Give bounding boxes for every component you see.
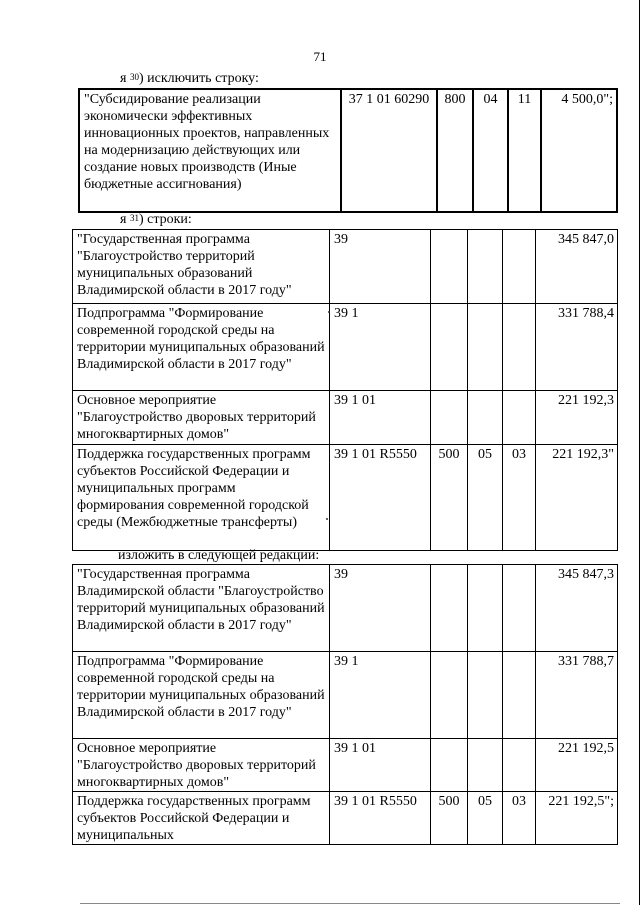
row-sum: 4 500,0"; (541, 89, 617, 212)
table-row (73, 391, 618, 445)
table-row (73, 230, 618, 304)
row-rz (468, 230, 503, 304)
excluded-row-table (78, 88, 618, 213)
row-rz (468, 565, 503, 652)
row-name: Подпрограмма "Формирование современной городской среды на территории муниципальных образований Владимирской области в 2017 году" (73, 652, 330, 739)
row-sum: 345 847,0 (536, 230, 618, 304)
row-csr: 39 1 (330, 304, 431, 391)
row-vr (431, 304, 468, 391)
row-sum: 221 192,3 (536, 391, 618, 445)
row-sum: 221 192,3" (536, 445, 618, 551)
table-row (73, 304, 618, 391)
row-pr: 03 (503, 792, 536, 845)
row-pr (503, 230, 536, 304)
section-c-heading-text: изложить в следующей редакции: (118, 548, 320, 563)
row-pr: 03 (503, 445, 536, 551)
row-vr: 500 (431, 445, 468, 551)
row-sum: 331 788,7 (536, 652, 618, 739)
new-rows-table (72, 564, 618, 845)
row-rz (468, 391, 503, 445)
scan-edge-bottom (80, 903, 620, 904)
section-c-heading (118, 548, 319, 564)
row-csr: 39 (330, 565, 431, 652)
table-row (73, 445, 618, 551)
section-b-heading (120, 212, 192, 228)
row-csr: 39 (330, 230, 431, 304)
row-csr: 39 1 01 (330, 739, 431, 792)
row-sum: 345 847,3 (536, 565, 618, 652)
row-vr (431, 230, 468, 304)
row-rz: 04 (473, 89, 508, 212)
scan-speck (326, 518, 328, 520)
row-pr (503, 739, 536, 792)
row-name: Поддержка государственных программ субъектов Российской Федерации и муниципальных (73, 792, 330, 845)
row-csr: 39 1 01 R5550 (330, 445, 431, 551)
section-a-heading-text: я $^{30}$) исключить строку: (120, 71, 259, 86)
row-rz: 05 (468, 445, 503, 551)
section-b-heading-text: я $^{31}$) строки: (120, 212, 192, 227)
row-rz (468, 739, 503, 792)
row-vr (431, 652, 468, 739)
row-vr: 800 (437, 89, 473, 212)
scan-speck (328, 311, 330, 313)
page-number: 71 (313, 49, 327, 64)
row-vr: 500 (431, 792, 468, 845)
section-a-heading (120, 71, 259, 87)
row-name: "Государственная программа Владимирской области "Благоустройство территорий муниципальных образований Владимирской области в 2017 году" (73, 565, 330, 652)
row-csr: 39 1 01 (330, 391, 431, 445)
row-name: Основное мероприятие "Благоустройство дворовых территорий многоквартирных домов" (73, 391, 330, 445)
row-pr (503, 565, 536, 652)
row-vr (431, 565, 468, 652)
row-sum: 331 788,4 (536, 304, 618, 391)
row-name: "Государственная программа "Благоустройство территорий муниципальных образований Владимирской области в 2017 году" (73, 230, 330, 304)
row-pr (503, 391, 536, 445)
table-row (73, 739, 618, 792)
row-pr: 11 (508, 89, 541, 212)
row-rz (468, 652, 503, 739)
row-pr (503, 652, 536, 739)
original-rows-table (72, 229, 618, 551)
row-csr: 39 1 (330, 652, 431, 739)
row-pr (503, 304, 536, 391)
row-csr: 39 1 01 R5550 (330, 792, 431, 845)
row-rz: 05 (468, 792, 503, 845)
row-name: Основное мероприятие "Благоустройство дворовых территорий многоквартирных домов" (73, 739, 330, 792)
table-row (73, 565, 618, 652)
row-sum: 221 192,5 (536, 739, 618, 792)
row-csr: 37 1 01 60290 (341, 89, 437, 212)
row-sum: 221 192,5"; (536, 792, 618, 845)
table-row (73, 652, 618, 739)
row-rz (468, 304, 503, 391)
row-name: "Субсидирование реализации экономически эффективных инновационных проектов, направленных на модернизацию действующих или создание новых производств (Иные бюджетные ассигнования) (79, 89, 341, 212)
table-row (79, 89, 617, 212)
row-vr (431, 391, 468, 445)
row-name: Подпрограмма "Формирование современной городской среды на территории муниципальных образований Владимирской области в 2017 году" (73, 304, 330, 391)
table-row (73, 792, 618, 845)
row-vr (431, 739, 468, 792)
row-name: Поддержка государственных программ субъектов Российской Федерации и муниципальных программ формирования современной городской среды (Межбюджетные трансферты) (73, 445, 330, 551)
